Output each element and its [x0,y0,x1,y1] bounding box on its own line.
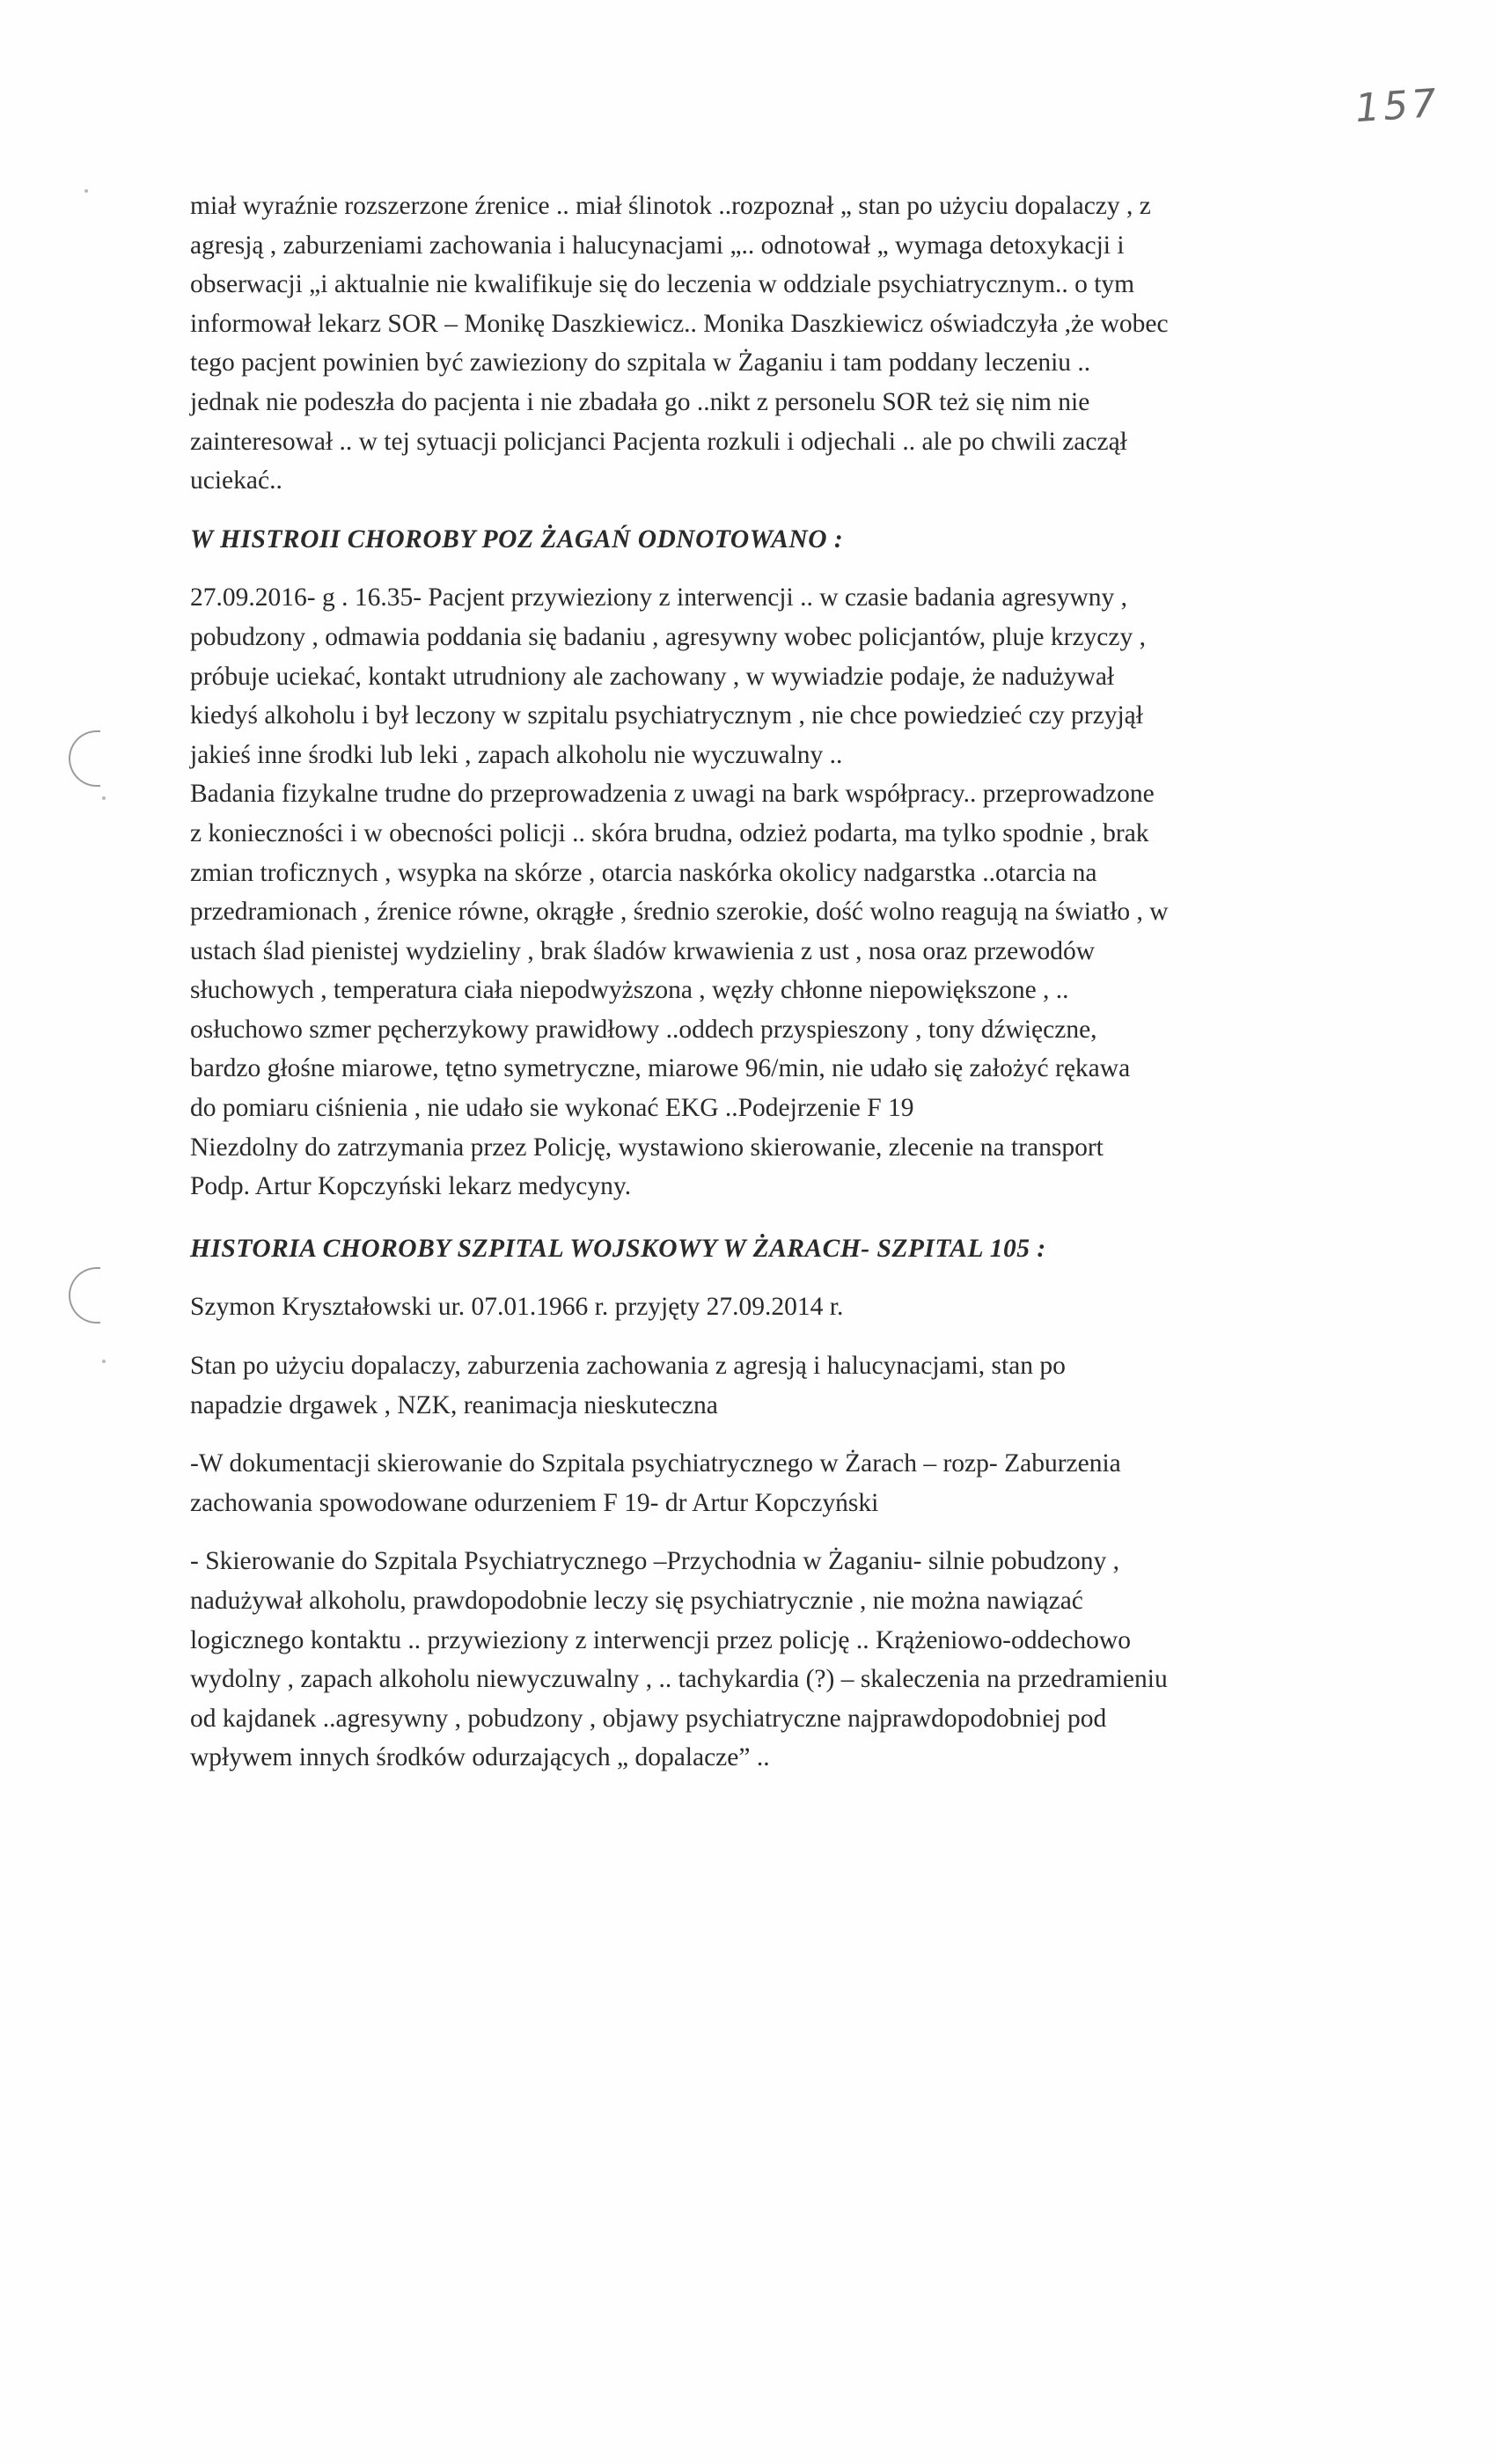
document-body [190,187,1316,1778]
text-line: Szymon Kryształowski ur. 07.01.1966 r. przyjęty 27.09.2014 r. [190,1293,844,1322]
text-line: uciekać.. [190,466,282,495]
text-line: - Skierowanie do Szpitala Psychiatrycznego –Przychodnia w Żaganiu- silnie pobudzony , [190,1547,1119,1576]
margin-speck [102,796,106,800]
text-line: obserwacji „i aktualnie nie kwalifikuje się do leczenia w oddziale psychiatrycznym.. o tym [190,270,1135,299]
text-line: Stan po użyciu dopalaczy, zaburzenia zachowania z agresją i halucynacjami, stan po [190,1352,1066,1381]
text-line: osłuchowo szmer pęcherzykowy prawidłowy ..oddech przyspieszony , tony dźwięczne, [190,1015,1097,1044]
text-line: ustach ślad pienistej wydzieliny , brak śladów krwawienia z ust , nosa oraz przewodów [190,936,1096,965]
text-line: miał wyraźnie rozszerzone źrenice .. miał ślinotok ..rozpoznał „ stan po użyciu dopalaczy , z [190,192,1151,220]
text-line: -W dokumentacji skierowanie do Szpitala psychiatrycznego w Żarach – rozp- Zaburzenia [190,1449,1121,1478]
paragraph-police-sor-account [190,187,1316,501]
text-line: Niezdolny do zatrzymania przez Policję, wystawiono skierowanie, zlecenie na transport [190,1133,1104,1162]
text-line: wpływem innych środków odurzających „ dopalacze” .. [190,1743,770,1772]
text-line: informował lekarz SOR – Monikę Daszkiewicz.. Monika Daszkiewicz oświadczyła ,że wobec [190,309,1169,338]
text-line: próbuje uciekać, kontakt utrudniony ale zachowany , w wywiadzie podaje, że nadużywał [190,662,1115,691]
text-line: Podp. Artur Kopczyński lekarz medycyny. [190,1172,632,1201]
margin-speck [84,189,88,193]
text-line: od kajdanek ..agresywny , pobudzony , objawy psychiatryczne najprawdopodobniej pod [190,1704,1107,1733]
paragraph-patient-admission [190,1287,1316,1327]
section-heading-military-hospital: HISTORIA CHOROBY SZPITAL WOJSKOWY W ŻARACH- SZPITAL 105 : [190,1234,1046,1263]
paragraph-referral-clinic [190,1542,1316,1778]
punch-hole-mark [69,730,100,787]
text-line: kiedyś alkoholu i był leczony w szpitalu psychiatrycznym , nie chce powiedzieć czy przyjął [190,701,1143,730]
text-line: z konieczności i w obecności policji .. skóra brudna, odzież podarta, ma tylko spodnie , brak [190,818,1149,847]
margin-speck [102,1360,106,1363]
text-line: napadzie drgawek , NZK, reanimacja nieskuteczna [190,1390,718,1419]
text-line: jednak nie podeszła do pacjenta i nie zbadała go ..nikt z personelu SOR też się nim nie [190,387,1090,416]
text-line: 27.09.2016- g . 16.35- Pacjent przywieziony z interwencji .. w czasie badania agresywny , [190,583,1127,612]
text-line: agresją , zaburzeniami zachowania i halucynacjami „.. odnotował „ wymaga detoxykacji i [190,231,1125,260]
paragraph-poz-record [190,578,1316,1206]
text-line: nadużywał alkoholu, prawdopodobnie leczy się psychiatrycznie , nie można nawiązać [190,1587,1083,1615]
punch-hole-mark [69,1267,100,1324]
text-line: przedramionach , źrenice równe, okrągłe , średnio szerokie, dość wolno reagują na światło , w [190,898,1169,927]
text-line: zmian troficznych , wsypka na skórze , otarcia naskórka okolicy nadgarstka ..otarcia na [190,858,1097,887]
text-line: bardzo głośne miarowe, tętno symetryczne, miarowe 96/min, nie udało się założyć rękawa [190,1054,1131,1083]
text-line: pobudzony , odmawia poddania się badaniu , agresywny wobec policjantów, pluje krzyczy , [190,622,1146,651]
text-line: Badania fizykalne trudne do przeprowadzenia z uwagi na bark współpracy.. przeprowadzone [190,780,1155,809]
paragraph-condition-summary [190,1346,1316,1425]
text-line: słuchowych , temperatura ciała niepodwyższona , węzły chłonne niepowiększone , .. [190,976,1069,1005]
text-line: logicznego kontaktu .. przywieziony z interwencji przez policję .. Krążeniowo-oddechowo [190,1625,1131,1654]
text-line: zachowania spowodowane odurzeniem F 19- dr Artur Kopczyński [190,1488,879,1517]
text-line: tego pacjent powinien być zawieziony do szpitala w Żaganiu i tam poddany leczeniu .. [190,348,1091,378]
text-line: wydolny , zapach alkoholu niewyczuwalny , .. tachykardia (?) – skaleczenia na przedramieniu [190,1665,1168,1694]
section-heading-poz-zagan: W HISTROII CHOROBY POZ ŻAGAŃ ODNOTOWANO : [190,524,844,554]
text-line: zainteresował .. w tej sytuacji policjanci Pacjenta rozkuli i odjechali .. ale po chwili zaczął [190,427,1127,456]
paragraph-referral-documentation [190,1444,1316,1522]
text-line: do pomiaru ciśnienia , nie udało sie wykonać EKG ..Podejrzenie F 19 [190,1094,914,1123]
text-line: jakieś inne środki lub leki , zapach alkoholu nie wyczuwalny .. [190,740,843,769]
handwritten-page-number: 157 [1353,80,1441,132]
